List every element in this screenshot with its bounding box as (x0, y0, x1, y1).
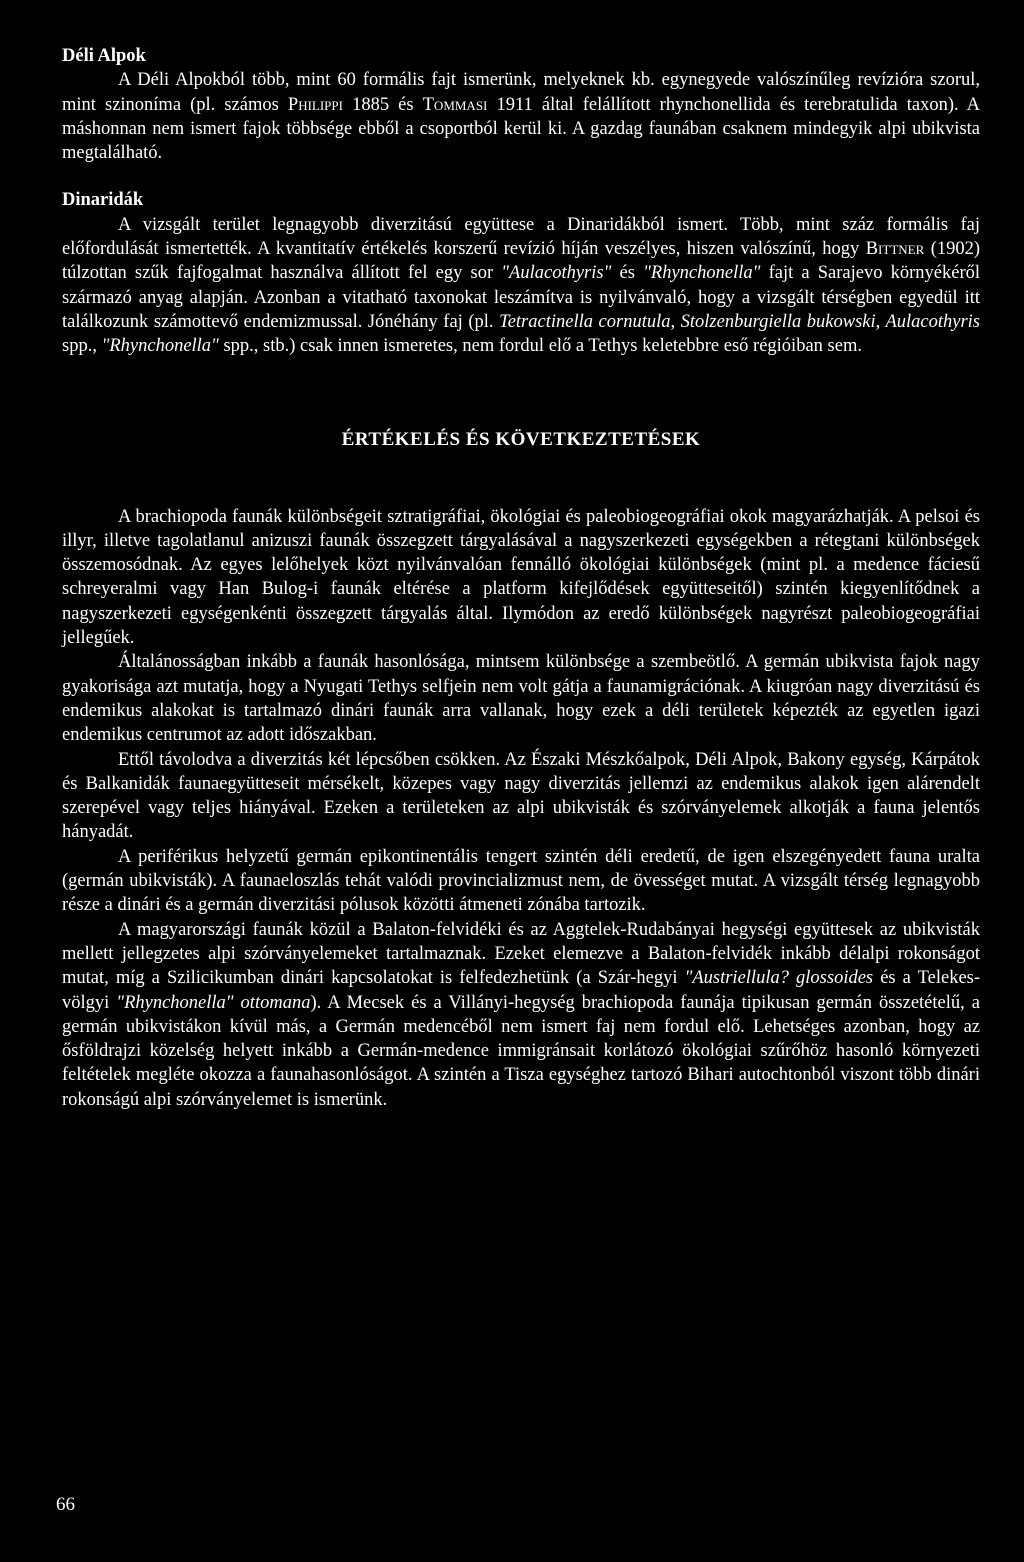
section-conclusions (62, 505, 980, 1112)
taxon-name: "Aulacothyris" (501, 263, 612, 284)
paragraph: A brachiopoda faunák különbségeit sztratigráfiai, ökológiai és paleobiogeográfiai okok magyarázhatják. A pelsoi és illyr, illetve tagolatlanul anizuszi faunák összegzett tárgyalásával a nagyszerkezeti egységekben a rétegtani különbségek összemosódnak. Az egyes lelőhelyek közt nyilvánvalóan fennálló ökológiai különbségek (mint pl. a medence fáciesű schreyeralmi vagy Han Bulog-i faunák eltérése a platform kifejlődések együtteseitől) szintén kiegyenlítődnek a nagyszerkezeti egységenkénti összegzett tárgyalás által. Ilymódon az eredő különbségek nagyrészt paleobiogeográfiai jellegűek. (62, 506, 980, 649)
section-deli-alpok (62, 44, 980, 165)
taxon-name: "Rhynchonella" (643, 263, 761, 284)
section-heading: Dinaridák (62, 190, 144, 211)
author-name: Tommasi (422, 94, 488, 115)
paragraph: A magyarországi faunák közül a Balaton-felvidéki és az Aggtelek-Rudabányai hegységi együttesek az ubikvisták mellett jellegzetes alpi szórványelemeket tartalmaznak. Ezeket elemezve a Balaton-felvidék inkább délalpi rokonságot mutat, míg a Szilicikumban dinári kapcsolatokat is felfedezhetünk (a Szár-hegyi "Austriellula? glossoides és a Telekes-völgyi "Rhynchonella" ottomana). A Mecsek és a Villányi-hegység brachiopoda faunája tipikusan germán összetételű, a germán ubikvistákon kívül más, a Germán medencéből nem ismert faj nem fordul elő. Lehetséges azonban, hogy az ősföldrajzi közelség helyett inkább a Germán-medence immigránsait korlátozó ökológiai szűrőhöz hasonló környezeti feltételek megléte okozza a faunahasonlóságot. A szintén a Tisza egységhez tartozó Bihari autochtonból viszont több dinári rokonságú alpi szórványelemet is ismerünk. (62, 919, 981, 1110)
page-number: 66 (56, 1494, 75, 1515)
paragraph: A periférikus helyzetű germán epikontinentális tengert szintén déli eredetű, de igen elszegényedett fauna uralta (germán ubikvisták). A faunaeloszlás tehát valódi provincializmust nem, de övességet mutat. A vizsgált térség legnagyobb része a dinári és a germán diverzitási pólusok közötti átmeneti zónába tartozik. (62, 846, 980, 916)
paragraph: A vizsgált terület legnagyobb diverzitású együttese a Dinaridákból ismert. Több, mint száz formális faj előfordulását ismertették. A kvantitatív értékelés korszerű revízió híján veszélyes, hiszen valószínű, hogy Bittner (1902) túlzottan szűk fajfogalmat használva állított fel egy sor "Aulacothyris" és "Rhynchonella" fajt a Sarajevo környékéről származó anyag alapján. Azonban a vitatható taxonokat leszámítva is nyilvánvaló, hogy a vizsgált térségben egyedül itt találkozunk számottevő endemizmussal. Jónéhány faj (pl. Tetractinella cornutula, Stolzenburgiella bukowski, Aulacothyris spp., "Rhynchonella" spp., stb.) csak innen ismeretes, nem fordul elő a Tethys keletebbre eső régióiban sem. (62, 214, 981, 357)
paragraph: Ettől távolodva a diverzitás két lépcsőben csökken. Az Északi Mészkőalpok, Déli Alpok, Bakony egység, Kárpátok és Balkanidák faunaegyütteseit mérsékelt, közepes vagy nagy diverzitás jellemzi az endemikus alakok igen alárendelt szerepével vagy teljes hiányával. Ezeken a területeken az alpi ubikvisták és szórványelemek alkotják a fauna jelentős hányadát. (62, 749, 980, 843)
page-content (62, 44, 980, 1112)
taxon-name: "Rhynchonella" (101, 336, 219, 357)
conclusions-title: ÉRTÉKELÉS ÉS KÖVETKEZTETÉSEK (341, 428, 701, 450)
author-name: Philippi (287, 94, 343, 115)
paragraph: Általánosságban inkább a faunák hasonlósága, mintsem különbsége a szembeötlő. A germán ubikvista fajok nagy gyakorisága azt mutatja, hogy a Nyugati Tethys selfjein nem volt gátja a faunamigrációnak. A kiugróan nagy diverzitású és endemikus alakokat is tartalmazó dinári faunák arra vallanak, hogy ezek a déli területek képezték az egyetlen igazi endemikus centrumot az adott időszakban. (62, 652, 980, 746)
author-name: Bittner (865, 239, 925, 260)
paragraph: A Déli Alpokból több, mint 60 formális fajt ismerünk, melyeknek kb. egynegyede valószínűleg revízióra szorul, mint szinoníma (pl. számos Philippi 1885 és Tommasi 1911 által felállított rhynchonellida és terebratulida taxon). A máshonnan nem ismert fajok többsége ebből a csoportból kerül ki. A gazdag faunában csaknem mindegyik alpi ubikvista megtalálható. (62, 70, 981, 164)
section-dinaridak (62, 188, 980, 358)
taxon-name: "Austriellula? glossoides (684, 968, 874, 989)
section-heading: Déli Alpok (62, 46, 146, 66)
taxon-name: "Rhynchonella" ottomana (116, 992, 311, 1013)
taxon-name: Tetractinella cornutula, Stolzenburgiella bukowski, Aulacothyris (499, 311, 981, 332)
